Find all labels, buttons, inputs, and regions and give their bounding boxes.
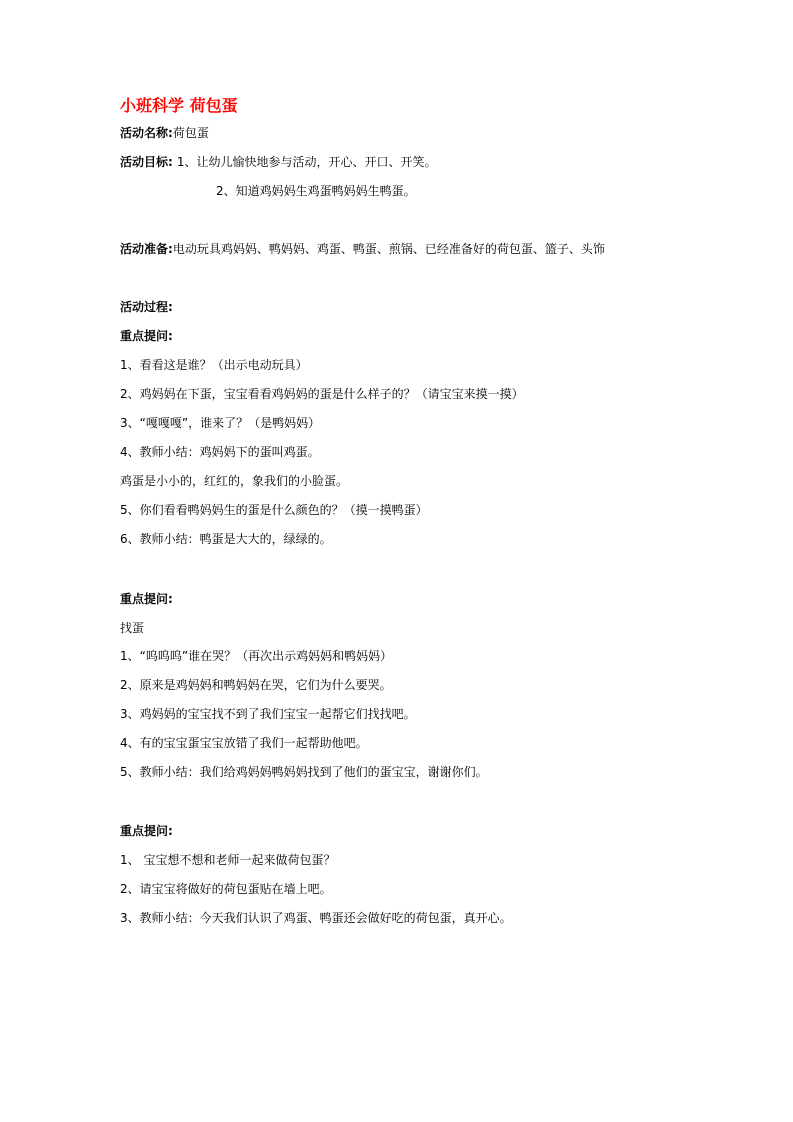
activity-prep-line <box>120 241 605 257</box>
activity-name-value: 荷包蛋 <box>172 126 209 140</box>
section1-heading: 重点提问: <box>120 329 173 343</box>
page-title: 小班科学 荷包蛋 <box>120 96 238 115</box>
process-label: 活动过程: <box>120 300 173 314</box>
section2-subheading: 找蛋 <box>120 621 145 635</box>
section3-line: 1、 宝宝想不想和老师一起来做荷包蛋？ <box>120 853 336 867</box>
activity-goal-item-2: 2、知道鸡妈妈生鸡蛋鸭妈妈生鸭蛋。 <box>216 184 416 198</box>
section1-line: 4、教师小结：鸡妈妈下的蛋叫鸡蛋。 <box>120 445 320 459</box>
section1-line: 鸡蛋是小小的，红红的，象我们的小脸蛋。 <box>120 474 349 488</box>
activity-goal-item-1: 1、让幼儿愉快地参与活动，开心、开口、开笑。 <box>176 155 437 169</box>
section3-line: 3、教师小结：今天我们认识了鸡蛋、鸭蛋还会做好吃的荷包蛋，真开心。 <box>120 911 512 925</box>
activity-name-line <box>120 125 209 141</box>
section2-line: 5、教师小结：我们给鸡妈妈鸭妈妈找到了他们的蛋宝宝，谢谢你们。 <box>120 765 488 779</box>
activity-goal-line <box>120 154 436 170</box>
section3-heading: 重点提问: <box>120 824 173 838</box>
section1-line: 2、鸡妈妈在下蛋，宝宝看看鸡妈妈的蛋是什么样子的？（请宝宝来摸一摸） <box>120 387 524 401</box>
section2-line: 1、“呜呜呜”谁在哭？（再次出示鸡妈妈和鸭妈妈） <box>120 649 393 663</box>
section2-line: 2、原来是鸡妈妈和鸭妈妈在哭，它们为什么要哭。 <box>120 678 392 692</box>
section3-line: 2、请宝宝将做好的荷包蛋贴在墙上吧。 <box>120 882 332 896</box>
activity-prep-label: 活动准备: <box>120 242 173 256</box>
section1-line: 3、“嘎嘎嘎”，谁来了？（是鸭妈妈） <box>120 416 321 430</box>
section2-heading: 重点提问: <box>120 592 173 606</box>
section1-line: 5、你们看看鸭妈妈生的蛋是什么颜色的？（摸一摸鸭蛋） <box>120 503 428 517</box>
activity-name-label: 活动名称: <box>120 126 173 140</box>
section2-line: 4、有的宝宝蛋宝宝放错了我们一起帮助他吧。 <box>120 736 368 750</box>
activity-prep-value: 电动玩具鸡妈妈、鸭妈妈、鸡蛋、鸭蛋、煎锅、已经准备好的荷包蛋、篮子、头饰 <box>172 242 605 256</box>
section2-line: 3、鸡妈妈的宝宝找不到了我们宝宝一起帮它们找找吧。 <box>120 707 416 721</box>
section1-line: 1、看看这是谁？（出示电动玩具） <box>120 358 308 372</box>
activity-goal-label: 活动目标: <box>120 155 173 169</box>
section1-line: 6、教师小结：鸭蛋是大大的，绿绿的。 <box>120 532 332 546</box>
